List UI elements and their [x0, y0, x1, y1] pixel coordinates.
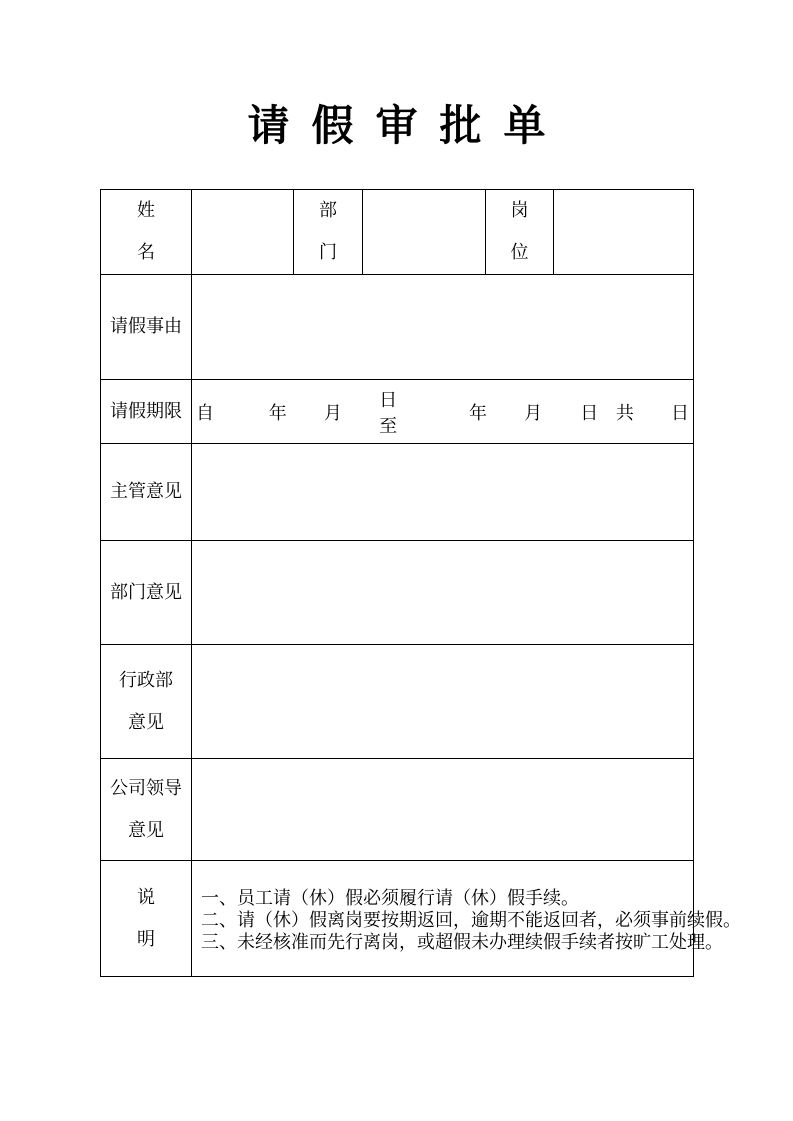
period-day-total: 日 [671, 402, 690, 424]
leader-label-line2: 意见 [128, 819, 164, 841]
note-line-1: 一、员工请（休）假必须履行请（休）假手续。 [201, 887, 579, 909]
post-field[interactable] [554, 190, 694, 275]
department-opinion-label: 部门意见 [101, 541, 192, 645]
row-department [101, 541, 694, 645]
row-basic-info [101, 190, 694, 275]
row-notes [101, 861, 694, 977]
page-title: 请假审批单 [247, 101, 568, 150]
period-month-2: 月 [524, 402, 543, 424]
supervisor-label: 主管意见 [101, 444, 192, 541]
leader-label-line1: 公司领导 [110, 777, 182, 799]
notes-label: 说 明 [101, 861, 192, 977]
row-period [101, 380, 694, 444]
post-label: 岗 位 [486, 190, 554, 275]
leader-opinion-field[interactable] [192, 759, 694, 861]
reason-field[interactable] [192, 275, 694, 380]
period-month-1: 月 [323, 402, 342, 424]
admin-opinion-label [101, 645, 192, 759]
period-day-to: 日至 [379, 389, 398, 437]
row-supervisor [101, 444, 694, 541]
period-year-2: 年 [469, 402, 487, 424]
leave-approval-form [100, 189, 741, 977]
period-total: 共 [615, 402, 634, 424]
period-day-2: 日 [580, 402, 599, 424]
row-admin [101, 645, 694, 759]
supervisor-opinion-field[interactable] [192, 444, 694, 541]
leader-opinion-label [101, 759, 192, 861]
period-field[interactable] [192, 380, 694, 444]
department-opinion-field[interactable] [192, 541, 694, 645]
note-line-2: 二、请（休）假离岗要按期返回，逾期不能返回者，必须事前续假。 [201, 909, 741, 931]
period-from: 自 [196, 402, 214, 424]
department-label: 部 门 [294, 190, 363, 275]
period-year-1: 年 [268, 402, 287, 424]
notes-content [192, 861, 741, 977]
row-reason [101, 275, 694, 380]
row-leader [101, 759, 694, 861]
name-field[interactable] [192, 190, 294, 275]
period-label: 请假期限 [101, 380, 192, 444]
admin-label-line1: 行政部 [119, 669, 173, 691]
admin-label-line2: 意见 [128, 711, 164, 733]
reason-label: 请假事由 [101, 275, 192, 380]
department-field[interactable] [363, 190, 486, 275]
admin-opinion-field[interactable] [192, 645, 694, 759]
name-label: 姓 名 [101, 190, 192, 275]
note-line-3: 三、未经核准而先行离岗，或超假未办理续假手续者按旷工处理。 [201, 931, 723, 953]
